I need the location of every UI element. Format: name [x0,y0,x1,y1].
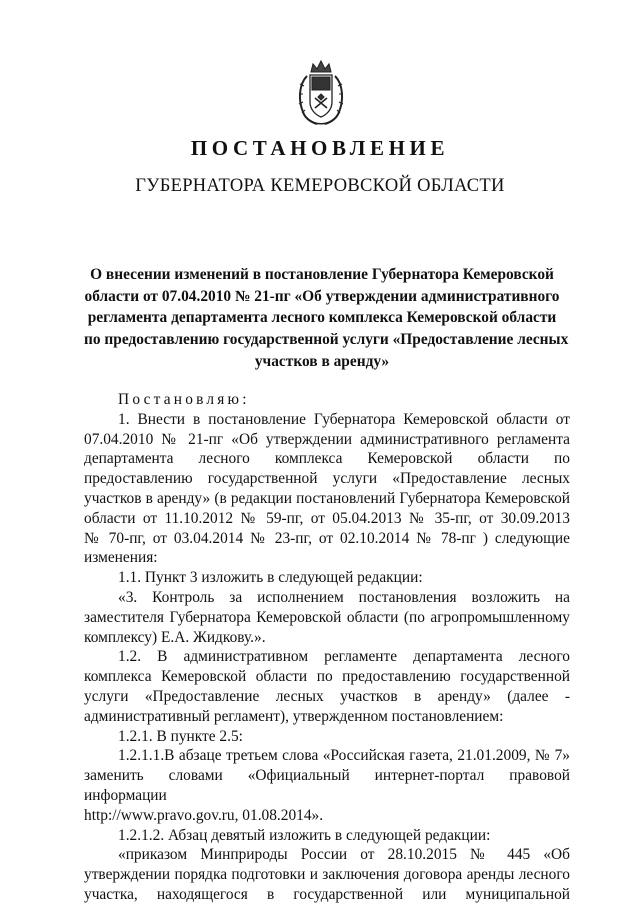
body-line: http://www.pravo.gov.ru, 01.08.2014». [84,806,324,824]
body-line: 1.2. В административном регламенте департамента лесного [118,648,570,666]
body-line: участка, находящегося в государственной или муниципальной [84,885,570,903]
issuer-title: ГУБЕРНАТОРА КЕМЕРОВСКОЙ ОБЛАСТИ [135,176,505,196]
document-subject [84,264,569,373]
coat-of-arms-emblem [295,58,347,128]
subject-line: по предоставлению государственной услуги «Предоставление лесных [84,331,569,349]
body-line: 07.04.2010 № 21-пг «Об утверждении административного регламента [84,430,570,448]
body-line: предоставлению государственной услуги «Предоставление лесных [84,470,570,488]
body-line: 1.1. Пункт 3 изложить в следующей редакции: [118,569,423,587]
subject-line: области от 07.04.2010 № 21-пг «Об утверждении административного [84,287,560,305]
body-line: № 70-пг, от 03.04.2014 № 23-пг, от 02.10.2014 № 78-пг ) следующие [84,529,570,547]
subject-line: О внесении изменений в постановление Губернатора Кемеровской [90,266,554,283]
body-line: 1.2.1.1.В абзаце третьем слова «Российская газета, 21.01.2009, № 7» [118,747,570,765]
body-line: утверждении порядка подготовки и заключения договора аренды лесного [84,866,570,884]
body-line: 1. Внести в постановление Губернатора Кемеровской области от [118,410,570,428]
body-line: 1.2.1. В пункте 2.5: [118,727,243,745]
document-body [84,390,570,905]
preamble: Постановляю: [118,391,250,408]
subject-line: участков в аренду» [254,352,390,370]
body-line: услуги «Предоставление лесных участков в аренду» (далее - [84,687,570,705]
body-line: комплекса Кемеровской области по предоставлению государственной [84,668,570,686]
body-line: изменения: [84,549,158,567]
document-type-title: ПОСТАНОВЛЕНИЕ [190,136,450,160]
body-line: заместителя Губернатора Кемеровской области (по агропромышленному [84,608,570,626]
body-line: «3. Контроль за исполнением постановления возложить на [118,588,570,606]
body-line: административный регламент), утвержденном постановлением: [84,707,504,725]
body-line: комплексу) Е.А. Жидкову.». [84,628,266,646]
body-line: участков в аренду» (в редакции постановлений Губернатора Кемеровской [84,489,570,507]
body-line: «приказом Минприроды России от 28.10.2015 № 445 «Об [118,846,570,864]
body-line: 1.2.1.2. Абзац девятый изложить в следующей редакции: [118,826,491,844]
body-line: департамента лесного комплекса Кемеровской области по [84,450,570,468]
subject-line: регламента департамента лесного комплекса Кемеровской области [87,309,557,327]
body-line: области от 11.10.2012 № 59-пг, от 05.04.2013 № 35-пг, от 30.09.2013 [84,509,570,527]
body-line: заменить словами «Официальный интернет-портал правовой информации [84,767,570,804]
